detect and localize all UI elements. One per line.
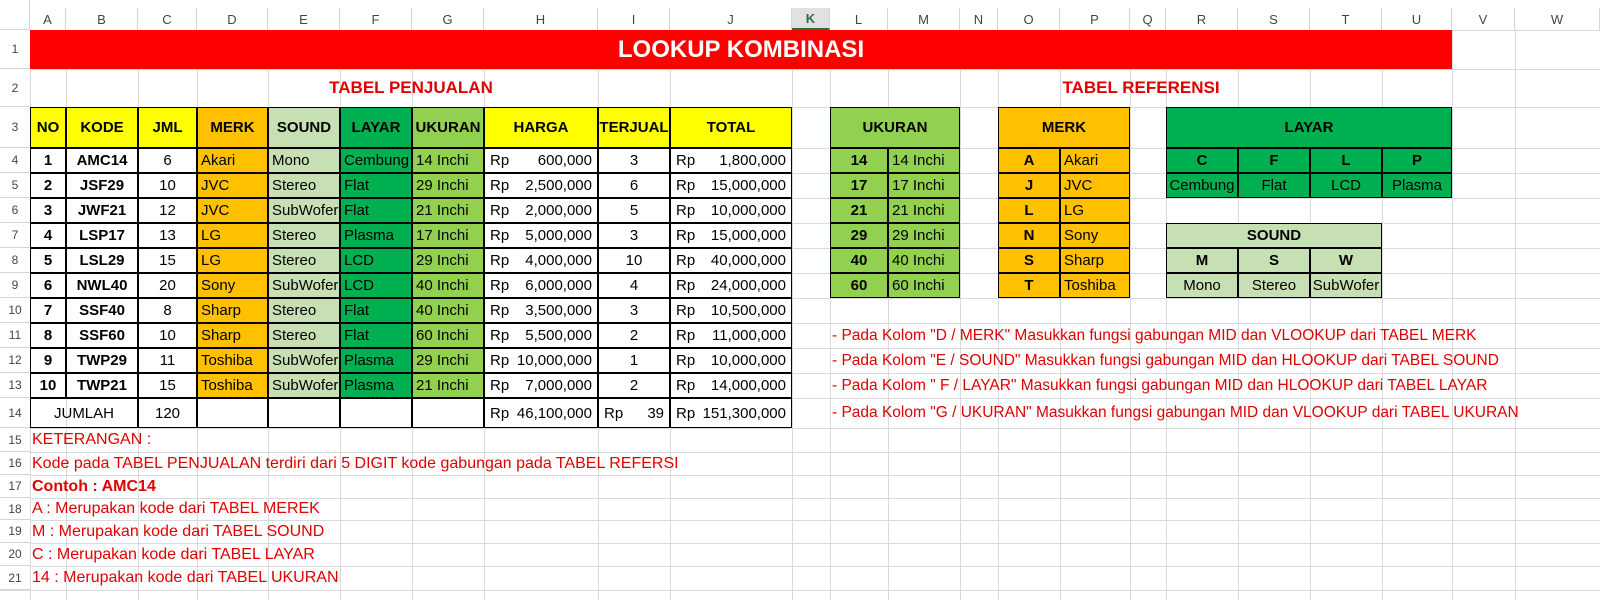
currency-label: Rp <box>490 177 510 194</box>
jumlah-jml[interactable]: 120 <box>138 398 197 428</box>
currency-label: Rp <box>676 327 696 344</box>
total-value: 10,000,000 <box>710 352 786 369</box>
harga-cell[interactable] <box>484 223 598 248</box>
ref-merk-label[interactable]: Akari <box>1060 148 1130 173</box>
toolbar-edge <box>30 0 1600 8</box>
row-header-20[interactable]: 20 <box>0 543 30 566</box>
total-value: 10,000,000 <box>710 202 786 219</box>
total-cell[interactable] <box>670 273 792 298</box>
ref-ukuran-label[interactable]: 29 Inchi <box>888 223 960 248</box>
ref-sound-code[interactable]: M <box>1166 248 1238 273</box>
ref-layar-code[interactable]: F <box>1238 148 1310 173</box>
jml-cell[interactable]: 8 <box>138 298 197 323</box>
ref-sound-label[interactable]: SubWofer <box>1310 273 1382 298</box>
no-cell[interactable]: 3 <box>30 198 66 223</box>
no-cell[interactable]: 9 <box>30 348 66 373</box>
total-value: 15,000,000 <box>710 177 786 194</box>
layar-cell[interactable]: Flat <box>340 298 412 323</box>
harga-cell[interactable] <box>484 273 598 298</box>
total-cell[interactable] <box>670 198 792 223</box>
currency-label: Rp <box>490 377 510 394</box>
ref-ukuran-header[interactable]: UKURAN <box>830 107 960 148</box>
kode-cell[interactable]: TWP29 <box>66 348 138 373</box>
ref-merk-code[interactable]: L <box>998 198 1060 223</box>
total-cell[interactable] <box>670 173 792 198</box>
total-value: 24,000,000 <box>710 277 786 294</box>
note-line[interactable]: A : Merupakan kode dari TABEL MEREK <box>32 500 320 517</box>
ref-layar-code[interactable]: L <box>1310 148 1382 173</box>
harga-value: 5,000,000 <box>525 227 592 244</box>
currency-label: Rp <box>604 404 624 422</box>
row-header-21[interactable]: 21 <box>0 566 30 590</box>
jumlah-terjual-value: 39 <box>647 404 664 422</box>
kode-cell[interactable]: AMC14 <box>66 148 138 173</box>
total-value: 10,500,000 <box>710 302 786 319</box>
no-cell[interactable]: 4 <box>30 223 66 248</box>
note-line[interactable]: KETERANGAN : <box>32 431 152 448</box>
jumlah-total-value: 151,300,000 <box>702 404 786 422</box>
row-header-16[interactable]: 16 <box>0 452 30 475</box>
header-no[interactable]: NO <box>30 107 66 148</box>
sound-cell[interactable]: SubWofer <box>268 348 340 373</box>
ref-ukuran-label[interactable]: 17 Inchi <box>888 173 960 198</box>
column-header-F[interactable]: F <box>340 8 412 30</box>
terjual-cell[interactable]: 10 <box>598 248 670 273</box>
ukuran-cell[interactable]: 14 Inchi <box>412 148 484 173</box>
currency-label: Rp <box>490 227 510 244</box>
terjual-cell[interactable]: 3 <box>598 223 670 248</box>
harga-value: 2,500,000 <box>525 177 592 194</box>
ref-merk-label[interactable]: Sharp <box>1060 248 1130 273</box>
merk-cell[interactable]: Akari <box>197 148 268 173</box>
total-cell[interactable] <box>670 223 792 248</box>
total-cell[interactable] <box>670 248 792 273</box>
note-line[interactable]: Kode pada TABEL PENJUALAN terdiri dari 5 DIGIT kode gabungan pada TABEL REFERSI <box>32 454 679 472</box>
kode-cell[interactable]: JSF29 <box>66 173 138 198</box>
jml-cell[interactable]: 20 <box>138 273 197 298</box>
total-value: 40,000,000 <box>710 252 786 269</box>
instruction-text[interactable]: - Pada Kolom "D / MERK" Masukkan fungsi gabungan MID dan VLOOKUP dari TABEL MERK <box>832 326 1477 344</box>
kode-cell[interactable]: TWP21 <box>66 373 138 398</box>
kode-cell[interactable]: LSL29 <box>66 248 138 273</box>
sound-cell[interactable]: Stereo <box>268 323 340 348</box>
harga-cell[interactable] <box>484 373 598 398</box>
merk-cell[interactable]: Toshiba <box>197 348 268 373</box>
sound-cell[interactable]: Stereo <box>268 298 340 323</box>
jml-cell[interactable]: 15 <box>138 373 197 398</box>
header-terjual[interactable]: TERJUAL <box>598 107 670 148</box>
column-header-Q[interactable]: Q <box>1130 8 1166 30</box>
column-header-T[interactable]: T <box>1310 8 1382 30</box>
column-header-E[interactable]: E <box>268 8 340 30</box>
harga-cell[interactable] <box>484 198 598 223</box>
row-header-7[interactable]: 7 <box>0 223 30 248</box>
no-cell[interactable]: 7 <box>30 298 66 323</box>
header-total[interactable]: TOTAL <box>670 107 792 148</box>
sound-cell[interactable]: Stereo <box>268 173 340 198</box>
jumlah-ukuran-empty[interactable] <box>412 398 484 428</box>
layar-cell[interactable]: LCD <box>340 273 412 298</box>
header-kode[interactable]: KODE <box>66 107 138 148</box>
row-header-2[interactable]: 2 <box>0 69 30 107</box>
gridline <box>0 590 1600 591</box>
sound-cell[interactable]: Stereo <box>268 248 340 273</box>
terjual-cell[interactable]: 1 <box>598 348 670 373</box>
total-value: 11,000,000 <box>712 327 786 344</box>
currency-label: Rp <box>676 352 696 369</box>
ref-sound-header[interactable]: SOUND <box>1166 223 1382 248</box>
row-header-19[interactable]: 19 <box>0 520 30 543</box>
jml-cell[interactable]: 10 <box>138 173 197 198</box>
layar-cell[interactable]: LCD <box>340 248 412 273</box>
jumlah-harga[interactable] <box>484 398 598 428</box>
row-header-11[interactable]: 11 <box>0 323 30 348</box>
harga-cell[interactable] <box>484 298 598 323</box>
column-header-H[interactable]: H <box>484 8 598 30</box>
title-banner[interactable]: LOOKUP KOMBINASI <box>30 30 1452 69</box>
layar-cell[interactable]: Flat <box>340 323 412 348</box>
no-cell[interactable]: 1 <box>30 148 66 173</box>
column-header-D[interactable]: D <box>197 8 268 30</box>
column-header-W[interactable]: W <box>1515 8 1600 30</box>
column-header-P[interactable]: P <box>1060 8 1130 30</box>
sound-cell[interactable]: SubWofer <box>268 273 340 298</box>
ref-ukuran-label[interactable]: 60 Inchi <box>888 273 960 298</box>
column-header-M[interactable]: M <box>888 8 960 30</box>
ukuran-cell[interactable]: 29 Inchi <box>412 248 484 273</box>
jml-cell[interactable]: 12 <box>138 198 197 223</box>
harga-value: 4,000,000 <box>525 252 592 269</box>
ref-merk-label[interactable]: JVC <box>1060 173 1130 198</box>
column-header-I[interactable]: I <box>598 8 670 30</box>
ukuran-cell[interactable]: 29 Inchi <box>412 173 484 198</box>
column-header-S[interactable]: S <box>1238 8 1310 30</box>
reference-table-title[interactable]: TABEL REFERENSI <box>1062 78 1220 97</box>
terjual-cell[interactable]: 4 <box>598 273 670 298</box>
currency-label: Rp <box>490 277 510 294</box>
currency-label: Rp <box>676 277 696 294</box>
currency-label: Rp <box>490 202 510 219</box>
harga-cell[interactable] <box>484 248 598 273</box>
ukuran-cell[interactable]: 17 Inchi <box>412 223 484 248</box>
ref-ukuran-label[interactable]: 40 Inchi <box>888 248 960 273</box>
layar-cell[interactable]: Flat <box>340 198 412 223</box>
ref-merk-code[interactable]: A <box>998 148 1060 173</box>
column-header-N[interactable]: N <box>960 8 998 30</box>
currency-label: Rp <box>676 252 696 269</box>
layar-cell[interactable]: Flat <box>340 173 412 198</box>
no-cell[interactable]: 10 <box>30 373 66 398</box>
jml-cell[interactable]: 15 <box>138 248 197 273</box>
kode-cell[interactable]: JWF21 <box>66 198 138 223</box>
ref-merk-label[interactable]: Sony <box>1060 223 1130 248</box>
ukuran-cell[interactable]: 29 Inchi <box>412 348 484 373</box>
row-header-5[interactable]: 5 <box>0 173 30 198</box>
ref-ukuran-code[interactable]: 14 <box>830 148 888 173</box>
jml-cell[interactable]: 10 <box>138 323 197 348</box>
merk-cell[interactable]: Toshiba <box>197 373 268 398</box>
column-header-A[interactable]: A <box>30 8 66 30</box>
instruction-text[interactable]: - Pada Kolom "G / UKURAN" Masukkan fungsi gabungan MID dan VLOOKUP dari TABEL UKURAN <box>832 404 1519 421</box>
layar-cell[interactable]: Cembung <box>340 148 412 173</box>
layar-cell[interactable]: Plasma <box>340 223 412 248</box>
kode-cell[interactable]: LSP17 <box>66 223 138 248</box>
no-cell[interactable]: 8 <box>30 323 66 348</box>
currency-label: Rp <box>676 202 696 219</box>
row-header-14[interactable]: 14 <box>0 398 30 428</box>
total-cell[interactable] <box>670 373 792 398</box>
header-sound[interactable]: SOUND <box>268 107 340 148</box>
merk-cell[interactable]: JVC <box>197 198 268 223</box>
harga-value: 3,500,000 <box>525 302 592 319</box>
currency-label: Rp <box>676 152 696 169</box>
column-header-K[interactable]: K <box>792 8 830 30</box>
jml-cell[interactable]: 6 <box>138 148 197 173</box>
row-header-9[interactable]: 9 <box>0 273 30 298</box>
column-header-G[interactable]: G <box>412 8 484 30</box>
currency-label: Rp <box>490 152 510 169</box>
total-cell[interactable] <box>670 348 792 373</box>
currency-label: Rp <box>676 227 696 244</box>
ref-layar-label[interactable]: LCD <box>1310 173 1382 198</box>
currency-label: Rp <box>490 327 510 344</box>
ref-merk-header[interactable]: MERK <box>998 107 1130 148</box>
no-cell[interactable]: 2 <box>30 173 66 198</box>
sound-cell[interactable]: Mono <box>268 148 340 173</box>
ukuran-cell[interactable]: 40 Inchi <box>412 273 484 298</box>
harga-value: 2,000,000 <box>525 202 592 219</box>
total-value: 1,800,000 <box>719 152 786 169</box>
note-line[interactable]: 14 : Merupakan kode dari TABEL UKURAN <box>32 569 339 586</box>
ref-ukuran-code[interactable]: 17 <box>830 173 888 198</box>
ref-merk-code[interactable]: J <box>998 173 1060 198</box>
ref-layar-label[interactable]: Cembung <box>1166 173 1238 198</box>
ref-layar-label[interactable]: Plasma <box>1382 173 1452 198</box>
jumlah-merk-empty[interactable] <box>197 398 268 428</box>
row-header-18[interactable]: 18 <box>0 498 30 520</box>
harga-value: 6,000,000 <box>525 277 592 294</box>
terjual-cell[interactable]: 2 <box>598 323 670 348</box>
currency-label: Rp <box>676 177 696 194</box>
header-layar[interactable]: LAYAR <box>340 107 412 148</box>
ref-ukuran-code[interactable]: 21 <box>830 198 888 223</box>
sound-cell[interactable]: Stereo <box>268 223 340 248</box>
harga-cell[interactable] <box>484 348 598 373</box>
jumlah-harga-value: 46,100,000 <box>516 404 592 422</box>
header-jml[interactable]: JML <box>138 107 197 148</box>
ukuran-cell[interactable]: 21 Inchi <box>412 198 484 223</box>
kode-cell[interactable]: SSF60 <box>66 323 138 348</box>
jumlah-total[interactable] <box>670 398 792 428</box>
terjual-cell[interactable]: 2 <box>598 373 670 398</box>
merk-cell[interactable]: Sharp <box>197 298 268 323</box>
header-harga[interactable]: HARGA <box>484 107 598 148</box>
ref-ukuran-code[interactable]: 40 <box>830 248 888 273</box>
total-cell[interactable] <box>670 323 792 348</box>
row-header-1[interactable]: 1 <box>0 30 30 69</box>
sales-table-title[interactable]: TABEL PENJUALAN <box>329 78 493 97</box>
row-header-17[interactable]: 17 <box>0 475 30 498</box>
ref-sound-code[interactable]: S <box>1238 248 1310 273</box>
merk-cell[interactable]: Sharp <box>197 323 268 348</box>
currency-label: Rp <box>490 302 510 319</box>
merk-cell[interactable]: JVC <box>197 173 268 198</box>
no-cell[interactable]: 6 <box>30 273 66 298</box>
currency-label: Rp <box>676 404 696 422</box>
jumlah-layar-empty[interactable] <box>340 398 412 428</box>
terjual-cell[interactable]: 3 <box>598 298 670 323</box>
harga-cell[interactable] <box>484 148 598 173</box>
total-cell[interactable] <box>670 298 792 323</box>
layar-cell[interactable]: Plasma <box>340 348 412 373</box>
instruction-text[interactable]: - Pada Kolom " F / LAYAR" Masukkan fungsi gabungan MID dan HLOOKUP dari TABEL LAYAR <box>832 376 1488 394</box>
ref-sound-code[interactable]: W <box>1310 248 1382 273</box>
ref-layar-header[interactable]: LAYAR <box>1166 107 1452 148</box>
gridline <box>1452 0 1453 600</box>
row-header-6[interactable]: 6 <box>0 198 30 223</box>
instruction-text[interactable]: - Pada Kolom "E / SOUND" Masukkan fungsi gabungan MID dan HLOOKUP dari TABEL SOUND <box>832 351 1499 369</box>
note-line[interactable]: Contoh : AMC14 <box>32 477 156 495</box>
ref-layar-label[interactable]: Flat <box>1238 173 1310 198</box>
jumlah-label[interactable]: JUMLAH <box>30 398 138 428</box>
column-header-R[interactable]: R <box>1166 8 1238 30</box>
column-header-C[interactable]: C <box>138 8 197 30</box>
header-ukuran[interactable]: UKURAN <box>412 107 484 148</box>
row-header-10[interactable]: 10 <box>0 298 30 323</box>
row-header-3[interactable]: 3 <box>0 107 30 148</box>
harga-value: 5,500,000 <box>525 327 592 344</box>
layar-cell[interactable]: Plasma <box>340 373 412 398</box>
ref-sound-label[interactable]: Mono <box>1166 273 1238 298</box>
column-header-U[interactable]: U <box>1382 8 1452 30</box>
ref-merk-label[interactable]: Toshiba <box>1060 273 1130 298</box>
row-header-4[interactable]: 4 <box>0 148 30 173</box>
sound-cell[interactable]: SubWofer <box>268 373 340 398</box>
ukuran-cell[interactable]: 40 Inchi <box>412 298 484 323</box>
ukuran-cell[interactable]: 21 Inchi <box>412 373 484 398</box>
column-header-J[interactable]: J <box>670 8 792 30</box>
ref-ukuran-label[interactable]: 21 Inchi <box>888 198 960 223</box>
jumlah-terjual[interactable] <box>598 398 670 428</box>
terjual-cell[interactable]: 5 <box>598 198 670 223</box>
ref-ukuran-label[interactable]: 14 Inchi <box>888 148 960 173</box>
gridline <box>1515 0 1516 600</box>
column-header-B[interactable]: B <box>66 8 138 30</box>
terjual-cell[interactable]: 6 <box>598 173 670 198</box>
total-value: 15,000,000 <box>710 227 786 244</box>
note-line[interactable]: C : Merupakan kode dari TABEL LAYAR <box>32 545 315 563</box>
jml-cell[interactable]: 13 <box>138 223 197 248</box>
harga-value: 7,000,000 <box>525 377 592 394</box>
row-header-8[interactable]: 8 <box>0 248 30 273</box>
total-cell[interactable] <box>670 148 792 173</box>
merk-cell[interactable]: Sony <box>197 273 268 298</box>
currency-label: Rp <box>676 302 696 319</box>
row-header-13[interactable]: 13 <box>0 373 30 398</box>
harga-value: 600,000 <box>537 152 592 169</box>
ref-ukuran-code[interactable]: 29 <box>830 223 888 248</box>
jumlah-sound-empty[interactable] <box>268 398 340 428</box>
ref-layar-code[interactable]: C <box>1166 148 1238 173</box>
currency-label: Rp <box>490 404 510 422</box>
merk-cell[interactable]: LG <box>197 248 268 273</box>
kode-cell[interactable]: SSF40 <box>66 298 138 323</box>
ref-layar-code[interactable]: P <box>1382 148 1452 173</box>
row-header-12[interactable]: 12 <box>0 348 30 373</box>
row-header-15[interactable]: 15 <box>0 428 30 452</box>
ref-merk-label[interactable]: LG <box>1060 198 1130 223</box>
currency-label: Rp <box>490 252 510 269</box>
jml-cell[interactable]: 11 <box>138 348 197 373</box>
ref-merk-code[interactable]: N <box>998 223 1060 248</box>
currency-label: Rp <box>490 352 510 369</box>
column-header-L[interactable]: L <box>830 8 888 30</box>
ref-merk-code[interactable]: S <box>998 248 1060 273</box>
harga-cell[interactable] <box>484 323 598 348</box>
harga-value: 10,000,000 <box>516 352 592 369</box>
ref-ukuran-code[interactable]: 60 <box>830 273 888 298</box>
ukuran-cell[interactable]: 60 Inchi <box>412 323 484 348</box>
harga-cell[interactable] <box>484 173 598 198</box>
merk-cell[interactable]: LG <box>197 223 268 248</box>
column-header-O[interactable]: O <box>998 8 1060 30</box>
currency-label: Rp <box>676 377 696 394</box>
total-value: 14,000,000 <box>710 377 786 394</box>
select-all-corner[interactable] <box>0 0 30 30</box>
column-header-V[interactable]: V <box>1452 8 1515 30</box>
sound-cell[interactable]: SubWofer <box>268 198 340 223</box>
kode-cell[interactable]: NWL40 <box>66 273 138 298</box>
no-cell[interactable]: 5 <box>30 248 66 273</box>
ref-sound-label[interactable]: Stereo <box>1238 273 1310 298</box>
ref-merk-code[interactable]: T <box>998 273 1060 298</box>
note-line[interactable]: M : Merupakan kode dari TABEL SOUND <box>32 522 325 540</box>
header-merk[interactable]: MERK <box>197 107 268 148</box>
terjual-cell[interactable]: 3 <box>598 148 670 173</box>
